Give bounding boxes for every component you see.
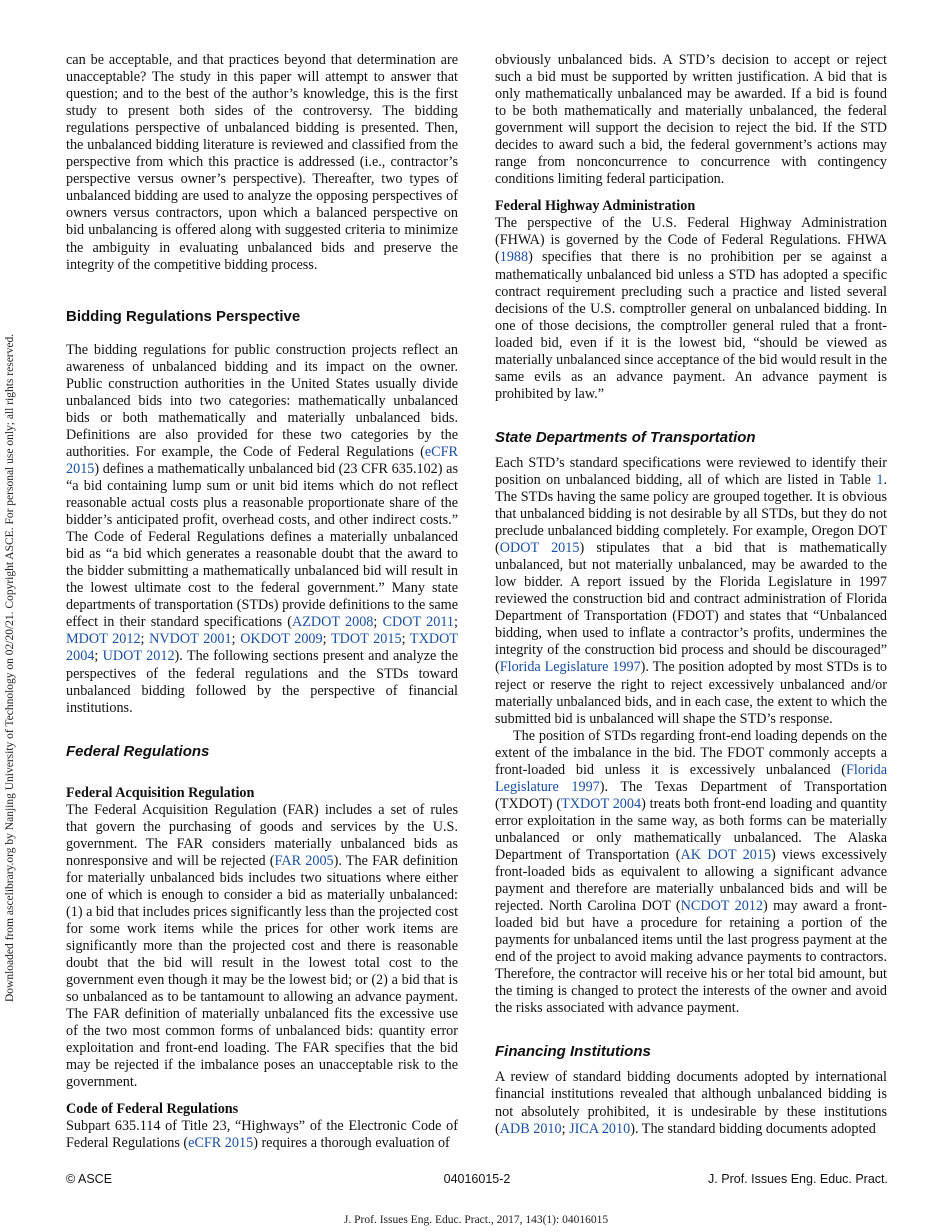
citation-link-ecfr[interactable]: eCFR 2015 (66, 443, 458, 477)
text-run: Each STD’s standard specifications were reviewed to identify their position on unbalanced bidding, all of which are listed in Table (495, 454, 887, 488)
citation-link-odot[interactable]: ODOT 2015 (499, 540, 580, 557)
table-link-1[interactable]: 1 (876, 471, 884, 488)
citation-link-azdot[interactable]: AZDOT 2008 (291, 614, 374, 631)
paragraph: can be acceptable, and that practices beyond that determination are unacceptable? The study in this paper will attempt to answer that question; and to the best of the author’s knowledge, this is the first study to present both sides of the controversy. The bidding regulations perspective of unbalanced bidding is presented. Then, the unbalanced bidding literature is reviewed and classified from the perspective from which this practice is addressed (i.e., contractor’s perspective versus owner’s perspective). Thereafter, two types of unbalanced bidding are used to analyze the opposing perspectives of owners versus contractors, upon which a balanced perspective on bid unbalancing is offered along with suggested criteria to minimize the ambiguity in evaluating unbalanced bids and preserve the integrity of the competitive bidding process. (66, 52, 458, 273)
citation-link-florida-legislature[interactable]: Florida Legislature 1997 (499, 659, 641, 676)
text-run: ). The position adopted by most STDs is to reject or reserve the right to reject excessively unbalanced and/or materially unbalanced bids, and in each case, the extent to which the submitted bid is unbalanced will shape the STD’s response. (495, 659, 887, 727)
paragraph: A review of standard bidding documents adopted by international financial institutions revealed that although unbalanced bidding is not absolutely prohibited, it is undesirable by these institutions (ADB 2010; JICA 2010). The standard bidding documents adopted (495, 1069, 887, 1137)
citation-link-okdot[interactable]: OKDOT 2009 (240, 631, 323, 648)
paragraph: obviously unbalanced bids. A STD’s decision to accept or reject such a bid must be supported by written justification. A bid that is only mathematically unbalanced may be awarded. If a bid is found to be both mathematically and materially unbalanced, the federal government will support the decision to reject the bid. If the STD decides to award such a bid, the federal government’s actions may range from nonconcurrence to concurrence with contingency conditions limiting federal participation. (495, 52, 887, 188)
footer-copyright: © ASCE (66, 1172, 113, 1186)
citation-link-nvdot[interactable]: NVDOT 2001 (149, 631, 232, 648)
text-run: ) stipulates that a bid that is mathematically unbalanced, but not materially unbalanced, may be awarded to the low bidder. A report issued by the Florida Legislature in 1997 reviewed the construction bid and contract administration of Florida Department of Transportation (FDOT) and states that “Unbalanced bidding, when used to inflate a contractor’s profits, undermines the integrity of the construction bid process and should be discouraged” ( (495, 540, 887, 676)
text-run: Subpart 635.114 of Title 23, “Highways” of the Electronic Code of Federal Regulations ( (66, 1118, 458, 1152)
download-notice-text: Downloaded from ascelibrary.org by Nanjing University of Technology on 02/20/21. Copyright ASCE. For personal use only; all rights reserved. (4, 333, 16, 1002)
text-run: ) treats both front-end loading and quantity error exploitation in the same way, as both forms can be materially unbalanced or only mathematically unbalanced. The Alaska Department of Transportation ( (495, 795, 887, 863)
text-run: ). The following sections present and analyze the perspectives of the federal regulations and the STDs toward unbalanced bidding followed by the perspective of financial institutions. (66, 648, 458, 716)
citation-link-txdot[interactable]: TXDOT 2004 (66, 631, 458, 665)
citation-link-adb[interactable]: ADB 2010 (499, 1120, 562, 1137)
text-run: ). The standard bidding documents adopted (630, 1120, 876, 1137)
citation-link-jica[interactable]: JICA 2010 (569, 1120, 631, 1137)
text-run: ) requires a thorough evaluation of (253, 1135, 450, 1152)
right-column (495, 52, 887, 1138)
subsection-heading-federal-regulations: Federal Regulations (66, 742, 210, 760)
citation-link-akdot[interactable]: AK DOT 2015 (680, 846, 771, 863)
text-run: The position of STDs regarding front-end loading depends on the extent of the imbalance in the bid. The FDOT commonly accepts a front-loaded bid unless it is excessively unbalanced ( (495, 727, 887, 778)
citation-link-ecfr[interactable]: eCFR 2015 (188, 1135, 254, 1152)
footer-page-number: 04016015-2 (443, 1172, 511, 1186)
citation-link-txdot[interactable]: TXDOT 2004 (561, 795, 642, 812)
subsubsection-heading-far: Federal Acquisition Regulation (66, 784, 255, 801)
footer-journal-name: J. Prof. Issues Eng. Educ. Pract. (708, 1172, 888, 1186)
citation-link-far[interactable]: FAR 2005 (274, 852, 334, 869)
paragraph (66, 802, 458, 1092)
citation-link-fhwa-1988[interactable]: 1988 (499, 249, 529, 266)
subsubsection-heading-cfr: Code of Federal Regulations (66, 1101, 239, 1118)
text-run: ). The Texas Department of Transportation (TXDOT) ( (495, 778, 887, 812)
citation-link-florida-legislature[interactable]: Florida Legislature 1997 (495, 761, 887, 795)
text-run: . The STDs having the same policy are grouped together. It is obvious that unbalanced bidding is not desirable by all STDs, but they do not preclude unbalanced bidding completely. For example, Oregon DOT ( (495, 471, 887, 557)
subsection-heading-state-dots: State Departments of Transportation (495, 428, 756, 446)
text-run: A review of standard bidding documents adopted by international financial institutions revealed that although unbalanced bidding is not absolutely prohibited, it is undesirable by these institutions ( (495, 1069, 887, 1137)
citation-link-tdot[interactable]: TDOT 2015 (330, 631, 402, 648)
download-notice-sidebar (4, 20, 18, 1220)
subsection-heading-financing-institutions: Financing Institutions (495, 1043, 651, 1061)
citation-link-mdot[interactable]: MDOT 2012 (66, 631, 141, 648)
page-footer (66, 1172, 888, 1190)
paragraph (495, 215, 887, 403)
text-run: The bidding regulations for public construction projects reflect an awareness of unbalanced bidding and its impact on the owner. Public construction authorities in the United States usually divide unbalanced bids into two categories: mathematically unbalanced bids or both mathematically and materially unbalanced bids. Definitions are also provided for these two categories by the authorities. For example, the Code of Federal Regulations ( (66, 341, 458, 460)
left-column (66, 52, 458, 1153)
citation-link-ncdot[interactable]: NCDOT 2012 (680, 898, 763, 915)
text-run: The Federal Acquisition Regulation (FAR) includes a set of rules that govern the purchasing of goods and services by the U.S. government. The FAR considers materially unbalanced bids as nonresponsive and will be rejected ( (66, 801, 458, 869)
text-run: ). The FAR definition for materially unbalanced bids includes two situations where either one of which is enough to consider a bid as materially unbalanced: (1) a bid that includes prices significantly less than the projected cost for some work items while the prices for other work items are significantly more than the projected cost and there is reasonable doubt that the bid will result in the lowest total cost to the government even though it may be the lowest bid; or (2) a bid that is so unbalanced as to be tantamount to allowing an advance payment. The FAR definition of materially unbalanced fits the excessive use of the two most common forms of unbalanced bids: quantity error exploitation and front-end loading. The FAR specifies that the bid may be rejected if the imbalance poses an unacceptable risk to the government. (66, 852, 459, 1091)
page-citation: J. Prof. Issues Eng. Educ. Pract., 2017, 143(1): 04016015 (343, 1214, 609, 1226)
subsubsection-heading-fhwa: Federal Highway Administration (495, 198, 696, 215)
section-heading-bidding-regulations: Bidding Regulations Perspective (66, 307, 301, 325)
text-run: ) views excessively front-loaded bids as equivalent to allowing a significant advance payment and therefore are materially unbalanced bids and will be rejected. North Carolina DOT ( (495, 846, 887, 915)
text-run: ) may award a front-loaded bid but have a procedure for retaining a portion of the payments for unbalanced items until the last progress payment at the end of the project to avoid making advance payments to contractors. Therefore, the contractor will receive his or her total bid amount, but the timing is changed to protect the interests of the owner and avoid the risks associated with advance payment. (495, 898, 887, 1017)
paragraph (66, 1118, 458, 1152)
text-run: ) specifies that there is no prohibition per se against a mathematically unbalanced bid unless a STD has adopted a specific contract requirement precluding such a practice and listed several decisions of the U.S. comptroller general on unbalanced bidding. In one of those decisions, the comptroller general ruled that a front-loaded bid, even if it is the lowest bid, “should be viewed as materially unbalanced since acceptance of the bid would result in the same evils as an advance payment. An advance payment is prohibited by law.” (495, 249, 887, 402)
citation-link-cdot[interactable]: CDOT 2011 (382, 614, 455, 631)
paragraph: The bidding regulations for public construction projects reflect an awareness of unbalanced bidding and its impact on the owner. Public construction authorities in the United States usually divide unbalanced bids into two categories: mathematically unbalanced bids or both mathematically and materially unbalanced bids. Definitions are also provided for these two categories by the authorities. For example, the Code of Federal Regulations (eCFR 2015) defines a mathematically unbalanced bid (23 CFR 635.102) as “a bid containing lump sum or unit bid items which do not reflect reasonable actual costs plus a reasonable proportionate share of the bidder’s anticipated profit, overhead costs, and other indirect costs.” The Code of Federal Regulations defines a materially unbalanced bid as “a bid which generates a reasonable doubt that the award to the bidder submitting a mathematically unbalanced bid will result in the lowest ultimate cost to the federal government.” Many state departments of transportation (STDs) provide definitions to the same effect in their standard specifications (AZDOT 2008; CDOT 2011; MDOT 2012; NVDOT 2001; OKDOT 2009; TDOT 2015; TXDOT 2004; UDOT 2012). The following sections present and analyze the perspectives of the federal regulations and the STDs toward unbalanced bidding followed by the perspective of financial institutions. (66, 341, 458, 716)
paragraph (495, 728, 887, 1018)
citation-link-udot[interactable]: UDOT 2012 (102, 648, 175, 665)
paragraph (495, 455, 887, 728)
text-run: ) defines a mathematically unbalanced bid (23 CFR 635.102) as “a bid containing lump sum or unit bid items which do not reflect reasonable actual costs plus a reasonable proportionate share of the bidder’s anticipated profit, overhead costs, and other indirect costs.” The Code of Federal Regulations defines a materially unbalanced bid as “a bid which generates a reasonable doubt that the award to the bidder submitting a mathematically unbalanced bid will result in the lowest ultimate cost to the federal government.” Many state departments of transportation (STDs) provide definitions to the same effect in their standard specifications ( (66, 460, 458, 631)
text-run: The perspective of the U.S. Federal Highway Administration (FHWA) is governed by the Code of Federal Regulations. FHWA ( (495, 215, 887, 266)
